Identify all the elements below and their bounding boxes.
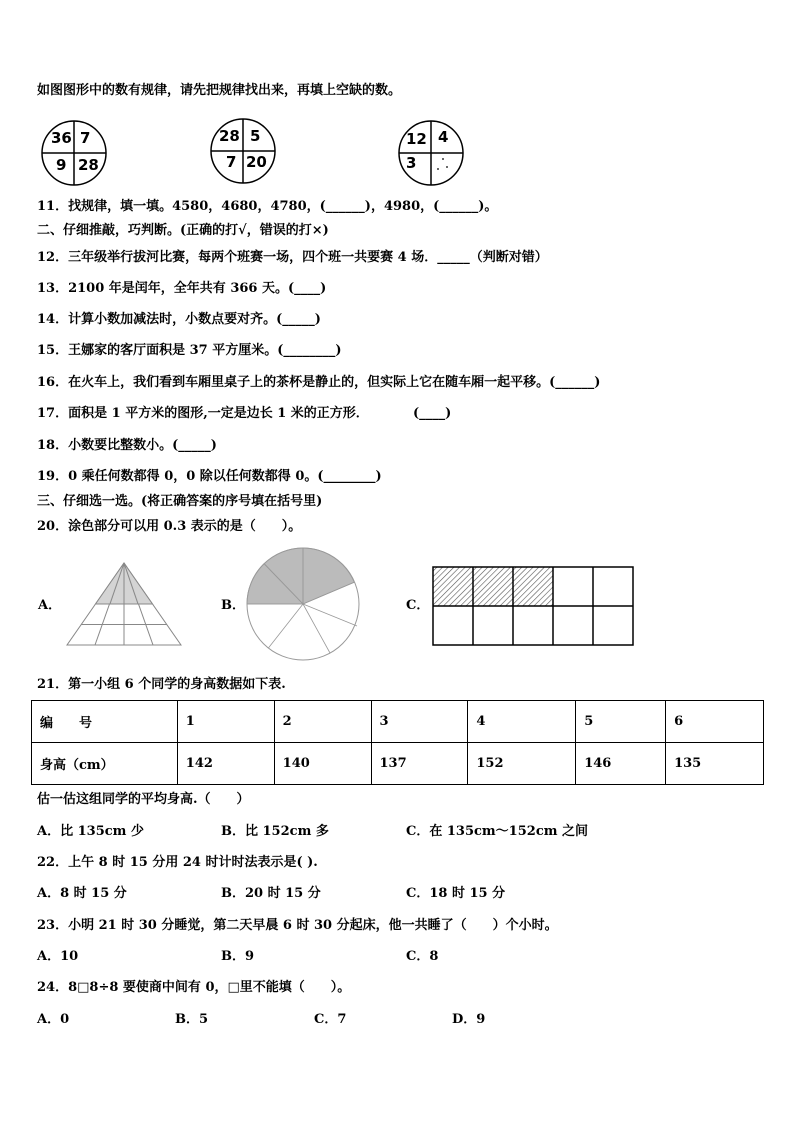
question-16: 16．在火车上，我们看到车厢里桌子上的茶杯是静止的，但实际上它在随车厢一起平移。(______) (37, 375, 601, 390)
q21-option-c: C．在 135cm～152cm 之间 (406, 824, 589, 839)
table-cell: 135 (666, 743, 764, 785)
question-23: 23．小明 21 时 30 分睡觉，第二天早晨 6 时 30 分起床，他一共睡了（ ）个小时。 (37, 918, 558, 933)
q24-option-a: A．0 (37, 1012, 70, 1027)
question-22: 22．上午 8 时 15 分用 24 时计时法表示是( ). (37, 855, 318, 870)
q24-option-c: C．7 (314, 1012, 347, 1027)
q22-option-c: C．18 时 15 分 (406, 886, 506, 901)
circle-2-top-right: 5 (250, 127, 261, 145)
number-circle-2 (208, 116, 278, 186)
table-cell: 4 (468, 701, 576, 743)
table-cell: 152 (468, 743, 576, 785)
question-20: 20．涂色部分可以用 0.3 表示的是（ ）。 (37, 519, 302, 534)
table-cell: 6 (666, 701, 764, 743)
q21-option-b: B．比 152cm 多 (221, 824, 329, 839)
section-3-heading: 三、仔细选一选。(将正确答案的序号填在括号里) (37, 494, 323, 509)
circle-2-top-left: 28 (219, 127, 240, 145)
circle-1-top-right: 7 (80, 129, 91, 147)
height-table (31, 700, 764, 785)
table-cell: 2 (274, 701, 371, 743)
grid-figure (432, 566, 634, 646)
table-cell: 140 (274, 743, 371, 785)
number-circle-1 (40, 118, 108, 188)
circle-3-top-right: 4 (438, 128, 449, 146)
question-24: 24．8□8÷8 要使商中间有 0，□里不能填（ ）。 (37, 980, 351, 995)
question-19: 19．0 乘任何数都得 0，0 除以任何数都得 0。(________) (37, 469, 382, 484)
table-cell: 137 (371, 743, 468, 785)
q24-option-b: B．5 (175, 1012, 209, 1027)
circle-1-bottom-left: 9 (56, 156, 67, 174)
question-14: 14．计算小数加减法时，小数点要对齐。(_____) (37, 312, 321, 327)
question-21: 21．第一小组 6 个同学的身高数据如下表. (37, 677, 286, 692)
section-2-heading: 二、仔细推敲，巧判断。(正确的打√，错误的打×) (37, 223, 329, 238)
question-13: 13．2100 年是闰年，全年共有 366 天。(____) (37, 281, 327, 296)
table-cell: 1 (177, 701, 274, 743)
table-cell: 3 (371, 701, 468, 743)
table-cell: 142 (177, 743, 274, 785)
question-18: 18．小数要比整数小。(_____) (37, 438, 217, 453)
circle-2-bottom-left: 7 (226, 153, 237, 171)
circle-2-bottom-right: 20 (246, 153, 267, 171)
question-11: 11．找规律，填一填。4580，4680，4780，(______)，4980，(______)。 (37, 199, 498, 214)
question-15: 15．王娜家的客厅面积是 37 平方厘米。(________) (37, 343, 342, 358)
q23-option-b: B．9 (221, 949, 255, 964)
number-circle-3 (396, 118, 466, 188)
q21-option-a: A．比 135cm 少 (37, 824, 144, 839)
q20-option-b-label: B． (221, 598, 245, 613)
question-17: 17．面积是 1 平方米的图形,一定是边长 1 米的正方形． (37, 406, 369, 421)
question-17-blank: (____) (413, 406, 452, 421)
table-row (32, 701, 764, 743)
table-cell-label: 编 号 (32, 701, 178, 743)
q23-option-a: A．10 (37, 949, 79, 964)
table-cell: 146 (576, 743, 666, 785)
question-12: 12．三年级举行拔河比赛，每两个班赛一场，四个班一共要赛 4 场．_____（判断对错） (37, 250, 548, 265)
circle-3-top-left: 12 (406, 130, 427, 148)
question-21-stem: 估一估这组同学的平均身高.（ ） (37, 792, 250, 807)
circle-1-bottom-right: 28 (78, 156, 99, 174)
table-cell-label: 身高（cm） (32, 743, 178, 785)
circle-1-top-left: 36 (51, 129, 72, 147)
q20-option-a-label: A． (38, 598, 62, 613)
table-cell: 5 (576, 701, 666, 743)
q22-option-b: B．20 时 15 分 (221, 886, 321, 901)
q22-option-a: A．8 时 15 分 (37, 886, 127, 901)
q24-option-d: D．9 (452, 1012, 486, 1027)
table-row (32, 743, 764, 785)
q20-option-c-label: C． (406, 598, 430, 613)
circle-3-bottom-left: 3 (406, 154, 417, 172)
triangle-figure (66, 562, 182, 646)
pie-figure (245, 546, 361, 662)
q23-option-c: C．8 (406, 949, 439, 964)
intro-text: 如图图形中的数有规律，请先把规律找出来，再填上空缺的数。 (37, 83, 402, 98)
